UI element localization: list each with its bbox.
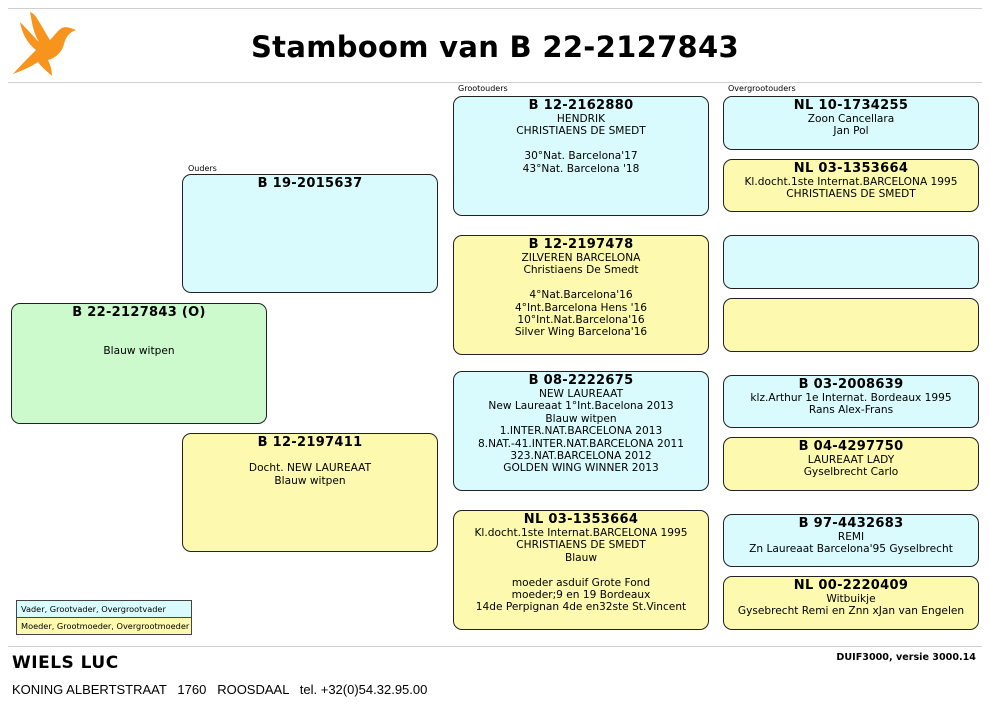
grandparent-card-4[interactable] [453, 510, 709, 630]
greatgrandparent-card-2[interactable] [723, 159, 979, 212]
grandparent-line: 4°Nat.Barcelona'16 [529, 289, 633, 302]
grandparent-line: Blauw [564, 551, 598, 564]
grandparent-line: HENDRIK [556, 113, 606, 125]
greatgrandparent-line: LAUREAAT LADY [807, 454, 895, 466]
greatgrandparent-line: Rans Alex-Frans [808, 404, 894, 417]
father-card[interactable] [182, 174, 438, 293]
mother-card[interactable] [182, 433, 438, 552]
greatgrandparent-ring: B 04-4297750 [798, 439, 904, 454]
grandparent-line: 323.NAT.BARCELONA 2012 [510, 450, 652, 463]
grandparent-line: Blauw witpen [545, 412, 617, 425]
greatgrandparent-card-3[interactable] [723, 235, 979, 289]
grandparent-ring: NL 03-1353664 [523, 512, 639, 527]
grandparent-line: moeder;9 en 19 Bordeaux [511, 589, 651, 602]
grandparent-line: Kl.docht.1ste Internat.BARCELONA 1995 [474, 527, 688, 539]
subject-line [12, 320, 266, 332]
grandparent-ring: B 12-2162880 [528, 98, 634, 113]
header-rule [8, 82, 982, 83]
greatgrandparent-line: Witbuikje [826, 593, 876, 605]
grandparent-line: GOLDEN WING WINNER 2013 [503, 462, 659, 475]
grandparent-line: 1.INTER.NAT.BARCELONA 2013 [499, 425, 663, 438]
greatgrandparent-line: Gysebrecht Remi en Znn xJan van Engelen [737, 605, 965, 618]
greatgrandparent-card-1[interactable] [723, 96, 979, 150]
grandparent-line: 30°Nat. Barcelona'17 [524, 150, 638, 163]
grandparents-label: Grootouders [458, 84, 508, 93]
mother-line: Blauw witpen [274, 474, 346, 487]
footer-rule [8, 646, 982, 647]
grandparent-card-2[interactable] [453, 235, 709, 355]
color-legend [16, 600, 192, 635]
grandparent-line: Christiaens De Smedt [523, 264, 639, 277]
greatgrandparent-ring: B 97-4432683 [798, 516, 904, 531]
greatgrandparent-line: Zn Laureaat Barcelona'95 Gyselbrecht [749, 543, 953, 556]
legend-female: Moeder, Grootmoeder, Overgrootmoeder [17, 618, 191, 634]
software-version: DUIF3000, versie 3000.14 [836, 652, 976, 663]
grandparent-line: New Laureaat 1°Int.Bacelona 2013 [488, 400, 674, 413]
subject-pigeon-card[interactable] [11, 303, 267, 424]
grandparent-card-1[interactable] [453, 96, 709, 216]
grandparent-line: NEW LAUREAAT [538, 388, 624, 400]
greatgrandparent-line: REMI [837, 531, 865, 543]
grandparent-line: 10°Int.Nat.Barcelona'16 [517, 314, 645, 327]
greatgrandparent-ring: NL 00-2220409 [793, 578, 909, 593]
mother-line [183, 450, 437, 462]
subject-line [12, 332, 266, 344]
owner-name: WIELS LUC [12, 653, 119, 673]
father-ring: B 19-2015637 [257, 176, 363, 191]
grandparent-ring: B 08-2222675 [528, 373, 634, 388]
greatgrandparent-card-4[interactable] [723, 298, 979, 352]
grandparent-line: moeder asduif Grote Fond [511, 576, 651, 589]
grandparent-ring: B 12-2197478 [528, 237, 634, 252]
grandparent-line [454, 564, 708, 576]
greatgrandparent-ring: NL 03-1353664 [793, 161, 909, 176]
grandparent-line: 14de Perpignan 4de en32ste St.Vincent [475, 601, 687, 614]
top-rule [8, 8, 982, 9]
greatgrandparent-card-7[interactable] [723, 514, 979, 567]
greatgrandparent-line: Zoon Cancellara [807, 113, 895, 125]
greatgrandparent-card-5[interactable] [723, 375, 979, 428]
grandparent-line: 4°Int.Barcelona Hens '16 [514, 301, 648, 314]
grandparent-card-3[interactable] [453, 371, 709, 491]
grandparent-line [454, 138, 708, 150]
grandparent-line: 43°Nat. Barcelona '18 [522, 162, 640, 175]
grandparent-line: 8.NAT.-41.INTER.NAT.BARCELONA 2011 [477, 437, 684, 450]
grandparent-line: ZILVEREN BARCELONA [521, 252, 641, 264]
greatgrandparent-card-6[interactable] [723, 437, 979, 491]
greatgrandparent-line: Kl.docht.1ste Internat.BARCELONA 1995 [744, 176, 958, 188]
grandparent-line: CHRISTIAENS DE SMEDT [516, 125, 646, 138]
legend-male: Vader, Grootvader, Overgrootvader [17, 601, 191, 618]
grandparent-line: Silver Wing Barcelona'16 [514, 326, 648, 339]
greatgrandparent-line: Jan Pol [833, 125, 869, 138]
greatgrandparent-line: klz.Arthur 1e Internat. Bordeaux 1995 [750, 392, 952, 404]
greatgrandparent-ring: B 03-2008639 [798, 377, 904, 392]
greatgrandparent-line: CHRISTIAENS DE SMEDT [786, 188, 916, 201]
greatgrandparents-label: Overgrootouders [728, 84, 796, 93]
subject-ring: B 22-2127843 (O) [72, 305, 206, 320]
page-title: Stamboom van B 22-2127843 [250, 30, 739, 64]
mother-ring: B 12-2197411 [257, 435, 363, 450]
grandparent-line [454, 277, 708, 289]
subject-line: Blauw witpen [103, 344, 175, 357]
greatgrandparent-card-8[interactable] [723, 576, 979, 630]
owner-address: KONING ALBERTSTRAAT 1760 ROOSDAAL tel. +32(0)54.32.95.00 [12, 682, 428, 697]
grandparent-line: CHRISTIAENS DE SMEDT [516, 539, 646, 552]
parents-label: Ouders [188, 164, 217, 173]
mother-line: Docht. NEW LAUREAAT [248, 462, 372, 475]
greatgrandparent-ring: NL 10-1734255 [793, 98, 909, 113]
greatgrandparent-line: Gyselbrecht Carlo [803, 466, 899, 479]
